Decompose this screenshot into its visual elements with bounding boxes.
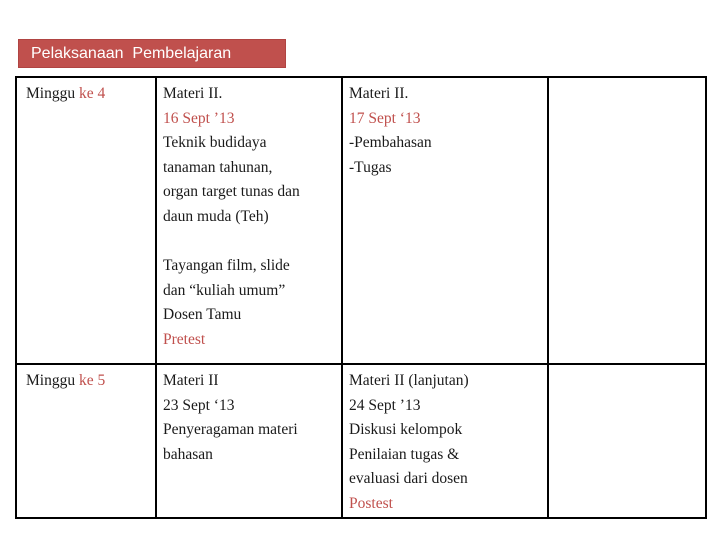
empty-cell	[548, 77, 706, 364]
test-label: Postest	[349, 494, 393, 512]
activity-line: dan “kuliah umum”	[163, 281, 286, 299]
session-cell	[156, 77, 342, 364]
topic-line: bahasan	[163, 445, 213, 463]
session-cell	[342, 364, 548, 518]
materi-label: Materi II.	[163, 85, 223, 102]
session-date: 24 Sept ’13	[349, 396, 421, 414]
test-label: Pretest	[163, 330, 206, 348]
topic-line: daun muda (Teh)	[163, 207, 269, 225]
topic-line: tanaman tahunan,	[163, 158, 273, 176]
week-label: Minggu	[26, 85, 76, 102]
session-cell	[342, 77, 548, 364]
topic-line: -Pembahasan	[349, 134, 432, 152]
week-cell	[16, 77, 156, 364]
materi-label: Materi II.	[349, 85, 409, 102]
materi-label: Materi II (lanjutan)	[349, 372, 469, 389]
topic-line: Diskusi kelompok	[349, 421, 463, 439]
session-date: 17 Sept ‘13	[349, 109, 421, 127]
empty-cell	[548, 364, 706, 518]
session-date: 23 Sept ‘13	[163, 396, 235, 414]
table-row-week-5	[16, 364, 706, 518]
topic-line: evaluasi dari dosen	[349, 470, 468, 488]
activity-line: Dosen Tamu	[163, 306, 242, 324]
topic-line: Penilaian tugas &	[349, 445, 460, 463]
table-row-week-4	[16, 77, 706, 364]
topic-line: -Tugas	[349, 158, 392, 176]
session-cell	[156, 364, 342, 518]
week-cell	[16, 364, 156, 518]
topic-line: Teknik budidaya	[163, 134, 267, 152]
topic-line: Penyeragaman materi	[163, 421, 298, 439]
schedule-table	[15, 76, 707, 519]
week-label: Minggu	[26, 372, 76, 389]
week-number: ke 4	[78, 85, 106, 102]
week-number: ke 5	[78, 372, 106, 389]
section-title: Pelaksanaan Pembelajaran	[18, 39, 286, 68]
materi-label: Materi II	[163, 372, 219, 389]
session-date: 16 Sept ’13	[163, 109, 235, 127]
activity-line: Tayangan film, slide	[163, 257, 290, 275]
topic-line: organ target tunas dan	[163, 183, 300, 201]
